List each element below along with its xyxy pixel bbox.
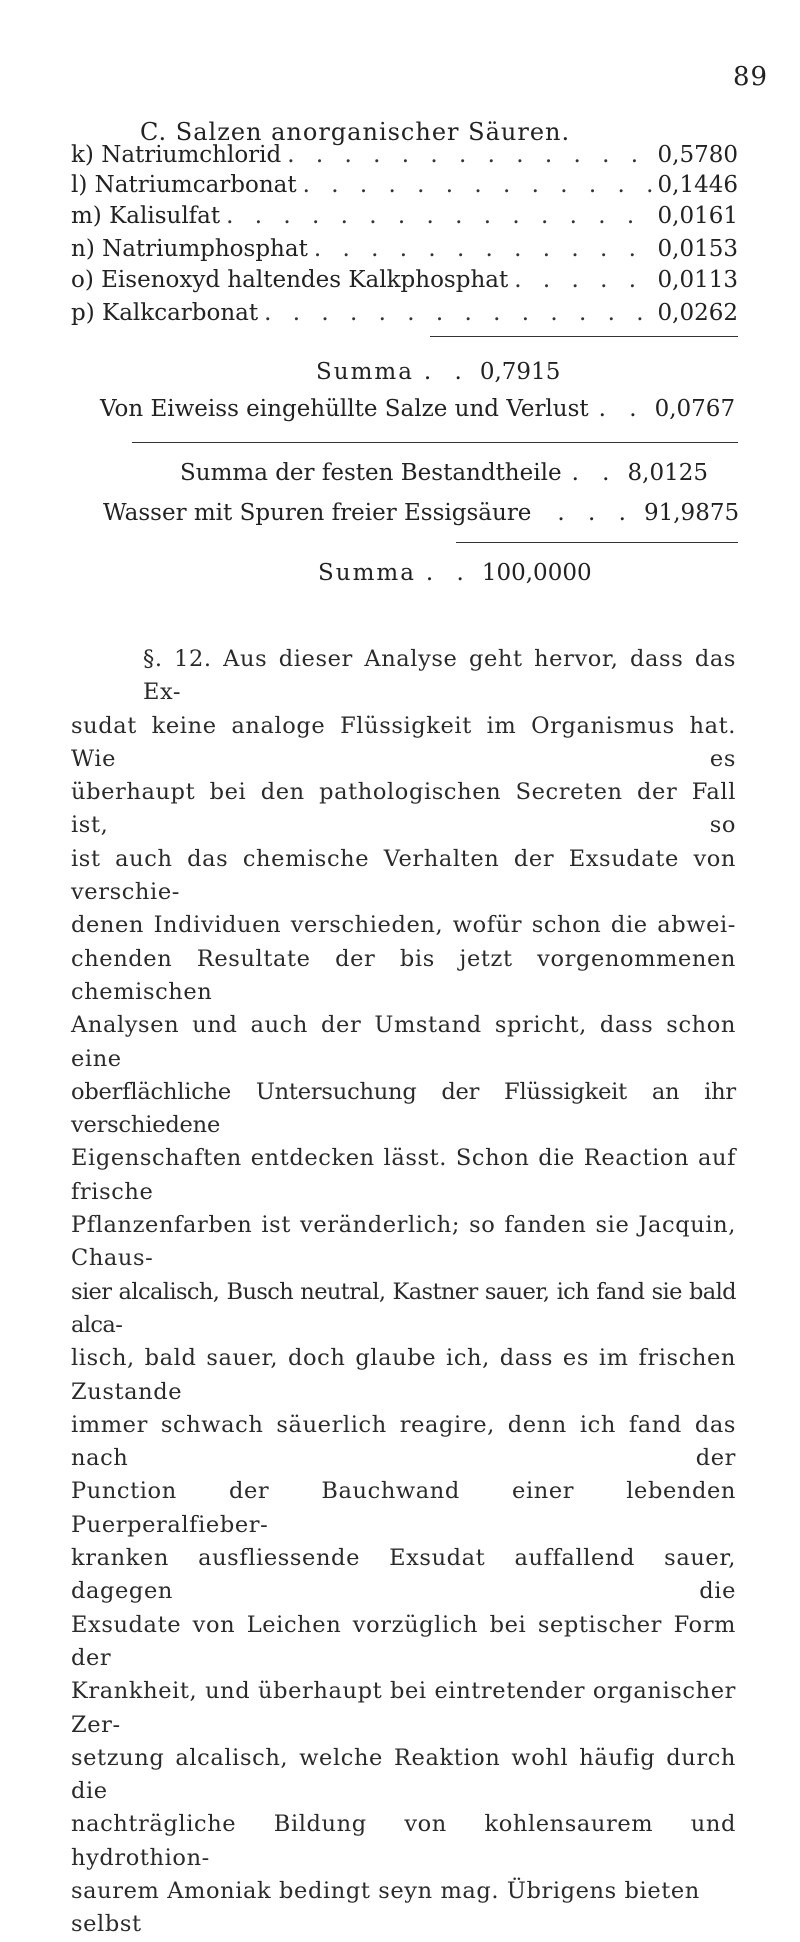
- text-line: kranken ausfliessende Exsudat auffallend sauer, dagegen die: [71, 1545, 736, 1605]
- text-line: denen Individuen verschieden, wofür schon die abwei-: [71, 912, 736, 939]
- page-number: 89: [733, 62, 769, 92]
- text-line: Pflanzenfarben ist veränderlich; so fanden sie Jacquin, Chaus-: [71, 1212, 736, 1272]
- wasser-label: Wasser mit Spuren freier Essigsäure: [103, 500, 532, 526]
- leader-dots: [303, 172, 652, 198]
- salt-row-m: [71, 203, 738, 235]
- leader-dots: . .: [598, 396, 645, 422]
- salt-value: 0,0113: [657, 267, 738, 293]
- body-paragraph: [71, 643, 736, 1942]
- sum-rule: [132, 442, 738, 443]
- salt-name: n) Natriumphosphat: [71, 236, 308, 262]
- summa-label: Summa: [318, 560, 416, 586]
- salt-name: m) Kalisulfat: [71, 203, 221, 229]
- wasser-row: [103, 500, 739, 526]
- text-line: Eigenschaften entdecken lässt. Schon die Reaction auf frische: [71, 1145, 736, 1205]
- text-line: Analysen und auch der Umstand spricht, dass schon eine: [71, 1012, 736, 1072]
- leader-dots: . .: [423, 359, 470, 385]
- text-line: Krankheit, und überhaupt bei eintretender organischer Zer-: [71, 1678, 736, 1738]
- feste-bestandtheile-row: [180, 460, 708, 486]
- summa-label: Summa: [316, 359, 414, 385]
- sum-rule: [456, 542, 738, 543]
- eiweiss-row: [100, 396, 735, 422]
- summa-row-2: [318, 560, 592, 586]
- text-line: oberflächliche Untersuchung der Flüssigkeit an ihr verschiedene: [71, 1078, 736, 1139]
- salt-name: k) Natriumchlorid: [71, 142, 282, 168]
- salt-row-p: [71, 300, 738, 332]
- salt-value: 0,0161: [657, 203, 738, 229]
- leader-dots: [264, 300, 651, 326]
- text-line: immer schwach säuerlich reagire, denn ich fand das nach der: [71, 1411, 736, 1472]
- text-line: saurem Amoniak bedingt seyn mag. Übrigens bieten selbst: [71, 1877, 700, 1938]
- wasser-value: 91,9875: [643, 500, 740, 526]
- leader-dots: [287, 142, 651, 168]
- text-line: sudat keine analoge Flüssigkeit im Organismus hat. Wie es: [71, 712, 736, 772]
- text-line: setzung alcalisch, welche Reaktion wohl häufig durch die: [71, 1744, 736, 1805]
- summa-row-1: [316, 359, 560, 385]
- text-line: Punction der Bauchwand einer lebenden Puerperalfieber-: [71, 1478, 736, 1538]
- text-line: §. 12. Aus dieser Analyse geht hervor, dass das Ex-: [143, 646, 736, 706]
- salt-name: o) Eisenoxyd haltendes Kalkphosphat: [71, 267, 509, 293]
- feste-label: Summa der festen Bestandtheile: [180, 460, 562, 486]
- leader-dots: . .: [571, 460, 618, 486]
- salt-name: l) Natriumcarbonat: [71, 172, 297, 198]
- salt-value: 0,1446: [657, 172, 738, 198]
- section-heading: C. Salzen anorganischer Säuren.: [140, 118, 571, 146]
- salt-value: 0,0153: [657, 236, 738, 262]
- text-line: ist auch das chemische Verhalten der Exsudate von verschie-: [71, 845, 736, 906]
- text-line: chenden Resultate der bis jetzt vorgenommenen chemischen: [71, 945, 736, 1005]
- leader-dots: . .: [425, 560, 472, 586]
- salt-row-l: [71, 172, 738, 204]
- text-line: überhaupt bei den pathologischen Secreten der Fall ist, so: [71, 779, 736, 839]
- text-line: sier alcalisch, Busch neutral, Kastner sauer, ich fand sie bald alca-: [71, 1278, 736, 1338]
- leader-dots: . . .: [557, 500, 634, 526]
- leader-dots: [514, 267, 651, 293]
- salt-value: 0,0262: [657, 300, 738, 326]
- leader-dots: [226, 203, 651, 229]
- feste-value: 8,0125: [627, 460, 708, 486]
- salt-row-o: [71, 267, 738, 299]
- leader-dots: [314, 236, 652, 262]
- text-line: lisch, bald sauer, doch glaube ich, dass es im frischen Zustande: [71, 1345, 736, 1405]
- salt-row-n: [71, 236, 738, 268]
- summa-value: 0,7915: [479, 359, 561, 385]
- salt-row-k: [71, 142, 738, 174]
- salt-value: 0,5780: [657, 142, 738, 168]
- sum-rule: [430, 336, 738, 337]
- eiweiss-value: 0,0767: [654, 396, 736, 422]
- eiweiss-label: Von Eiweiss eingehüllte Salze und Verlust: [100, 396, 589, 422]
- text-line: Exsudate von Leichen vorzüglich bei septischer Form der: [71, 1611, 736, 1671]
- summa-value: 100,0000: [481, 560, 592, 586]
- text-line: nachträgliche Bildung von kohlensaurem und hydrothion-: [71, 1811, 736, 1871]
- salt-name: p) Kalkcarbonat: [71, 300, 259, 326]
